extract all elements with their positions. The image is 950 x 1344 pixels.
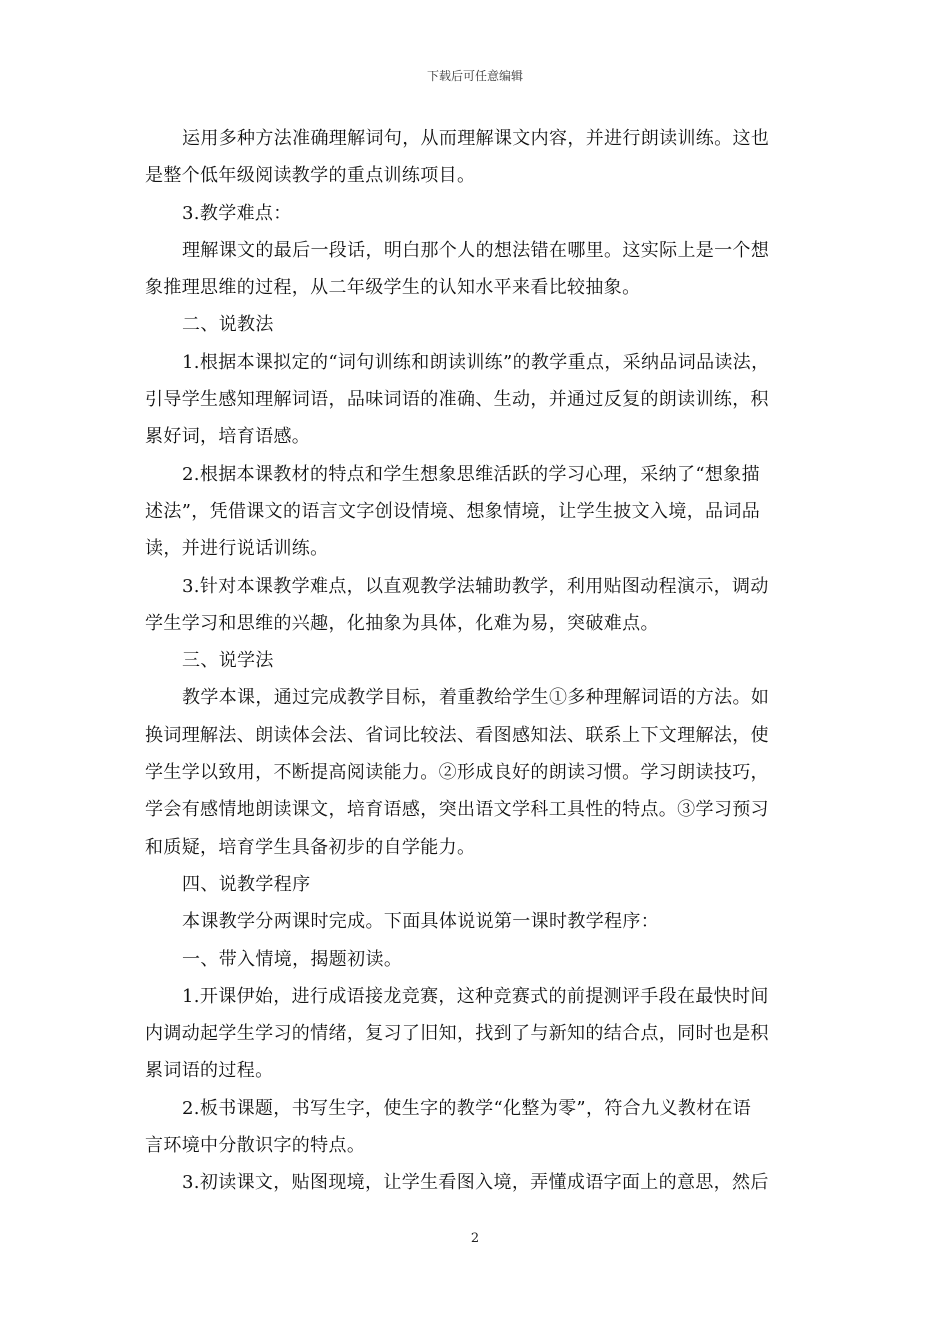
text-line: 1.开课伊始，进行成语接龙竞赛，这种竞赛式的前提测评手段在最快时间 xyxy=(182,985,769,1007)
text-line: 学生学以致用，不断提高阅读能力。②形成良好的朗读习惯。学习朗读技巧， xyxy=(145,762,769,784)
section-heading: 二、说教法 xyxy=(182,314,274,336)
text-line: 2.根据本课教材的特点和学生想象思维活跃的学习心理，采纳了“想象描 xyxy=(182,463,760,485)
text-line: 是整个低年级阅读教学的重点训练项目。 xyxy=(145,165,476,187)
text-line: 读，并进行说话训练。 xyxy=(145,538,329,560)
text-line: 述法”，凭借课文的语言文字创设情境、想象情境，让学生披文入境，品词品 xyxy=(145,500,761,522)
text-line: 1.根据本课拟定的“词句训练和朗读训练”的教学重点，采纳品词品读法， xyxy=(182,351,770,373)
text-line: 3.初读课文，贴图现境，让学生看图入境，弄懂成语字面上的意思，然后 xyxy=(182,1172,769,1194)
text-line: 象推理思维的过程，从二年级学生的认知水平来看比较抽象。 xyxy=(145,277,641,299)
text-line: 引导学生感知理解词语，品味词语的准确、生动，并通过反复的朗读训练，积 xyxy=(145,389,769,411)
text-line: 学会有感情地朗读课文，培育语感，突出语文学科工具性的特点。③学习预习 xyxy=(145,799,769,821)
page-number: 2 xyxy=(470,1231,480,1246)
page-header: 下载后可任意编辑 xyxy=(426,69,523,83)
document-body xyxy=(145,120,813,1202)
text-line: 3.针对本课教学难点，以直观教学法辅助教学，利用贴图动程演示，调动 xyxy=(182,575,769,597)
text-line: 教学本课，通过完成教学目标，着重教给学生①多种理解词语的方法。如 xyxy=(182,687,770,709)
text-line: 和质疑，培育学生具备初步的自学能力。 xyxy=(145,836,476,858)
section-heading: 3.教学难点： xyxy=(182,202,292,224)
section-heading: 四、说教学程序 xyxy=(182,873,311,895)
text-line: 累好词，培育语感。 xyxy=(145,426,311,448)
section-heading: 三、说学法 xyxy=(182,650,274,672)
text-line: 换词理解法、朗读体会法、省词比较法、看图感知法、联系上下文理解法，使 xyxy=(145,724,769,746)
text-line: 本课教学分两课时完成。下面具体说说第一课时教学程序： xyxy=(182,911,660,933)
section-heading: 一、带入情境，揭题初读。 xyxy=(182,948,403,970)
text-line: 言环境中分散识字的特点。 xyxy=(145,1135,366,1157)
text-line: 理解课文的最后一段话，明白那个人的想法错在哪里。这实际上是一个想 xyxy=(182,239,770,261)
text-line: 学生学习和思维的兴趣，化抽象为具体，化难为易，突破难点。 xyxy=(145,612,659,634)
text-line: 累词语的过程。 xyxy=(145,1060,274,1082)
text-line: 运用多种方法准确理解词句，从而理解课文内容，并进行朗读训练。这也 xyxy=(182,128,770,149)
text-line: 2.板书课题，书写生字，使生字的教学“化整为零”，符合九义教材在语 xyxy=(182,1097,752,1119)
text-line: 内调动起学生学习的情绪，复习了旧知，找到了与新知的结合点，同时也是积 xyxy=(145,1023,769,1045)
